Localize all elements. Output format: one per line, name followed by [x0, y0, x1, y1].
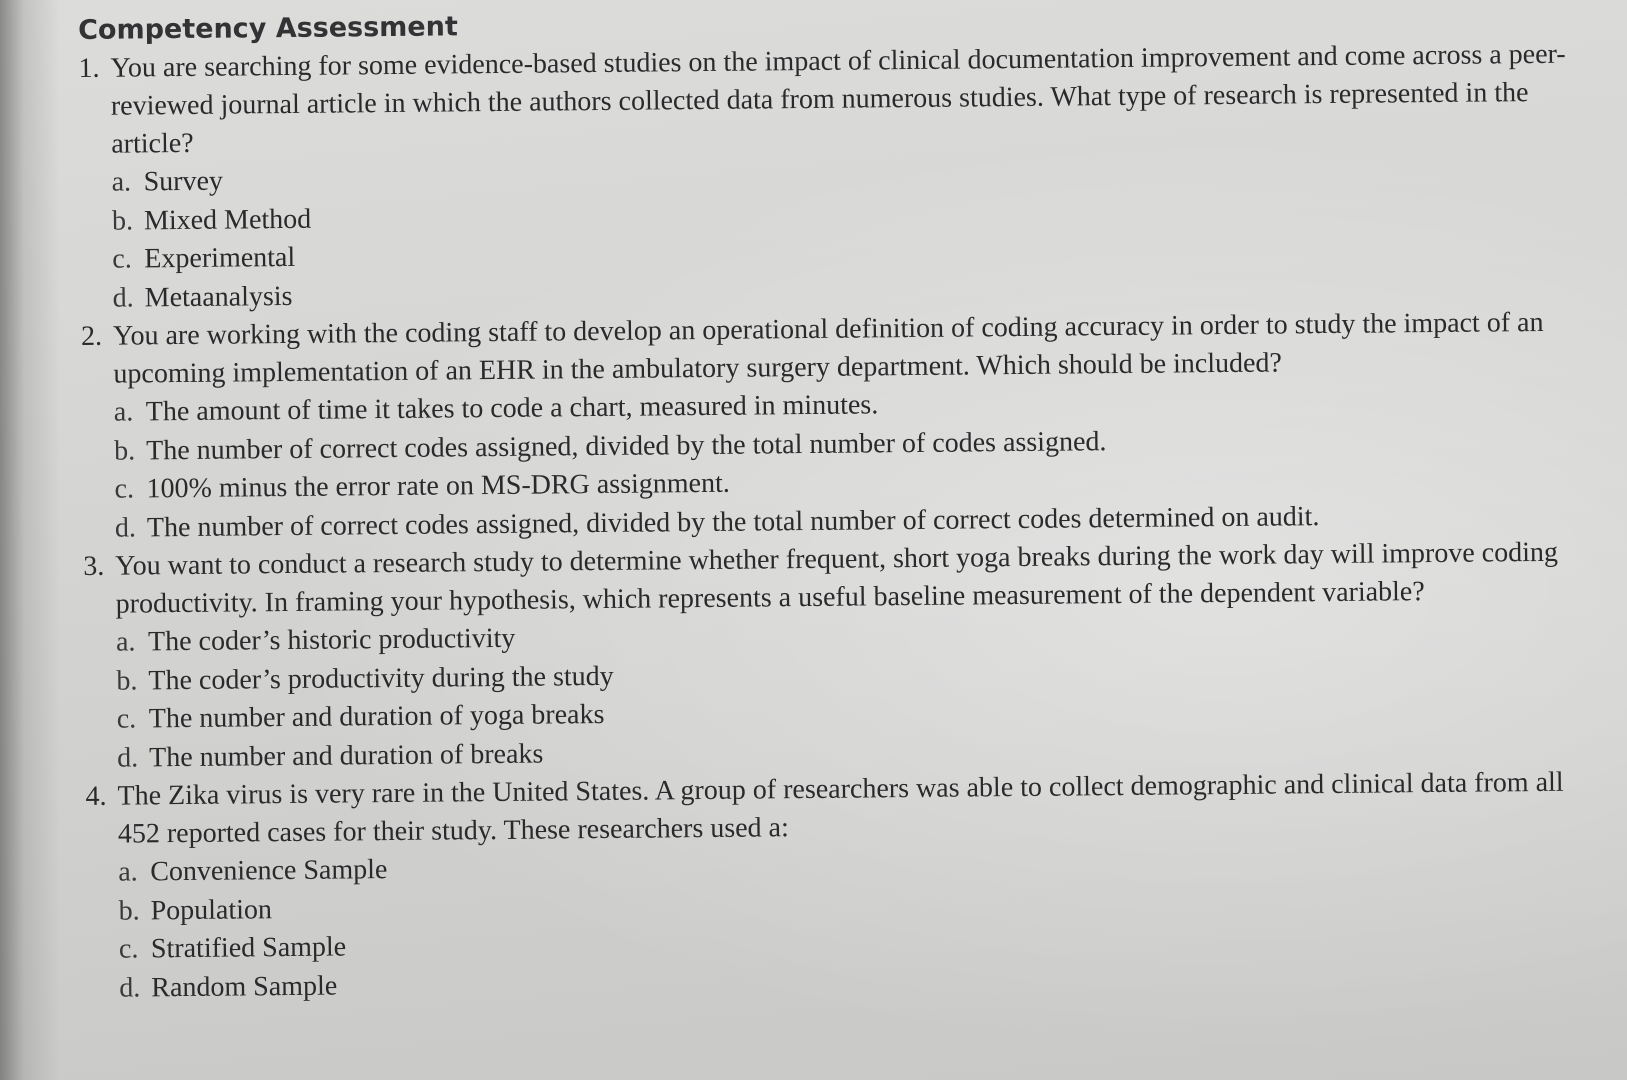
option-letter: b. [111, 204, 134, 237]
question-4-stem [85, 763, 1606, 854]
question-3-number: 3. [83, 550, 105, 582]
option-text: Convenience Sample [150, 854, 388, 888]
option-text: 100% minus the error rate on MS-DRG assignment. [146, 467, 730, 505]
assessment-content [78, 0, 1607, 1008]
question-3-text: You want to conduct a research study to determine whether frequent, short yoga breaks during the work day will improve coding productivity. In framing your hypothesis, which represents a useful baseline measurement of the dependent variable? [115, 536, 1559, 620]
question-3 [83, 533, 1605, 778]
question-1-stem [78, 35, 1599, 164]
question-4-text: The Zika virus is very rare in the United States. A group of researchers was able to collect demographic and clinical data from all 452 reported cases for their study. These researchers used a: [117, 766, 1564, 850]
option-text: Survey [143, 165, 224, 198]
option-text: Mixed Method [143, 203, 312, 236]
option-text: The coder’s productivity during the study [148, 660, 614, 696]
question-1-number: 1. [78, 52, 100, 84]
option-letter: c. [114, 473, 135, 505]
option-letter: d. [114, 511, 137, 544]
option-letter: c. [118, 933, 139, 965]
question-1-options [111, 149, 1600, 317]
option-letter: b. [116, 664, 138, 697]
option-text: Stratified Sample [150, 931, 347, 965]
option-text: The coder’s historic productivity [147, 622, 516, 658]
option-text: Experimental [144, 241, 296, 275]
question-2 [81, 303, 1603, 548]
option-text: The amount of time it takes to code a chart, measured in minutes. [145, 389, 879, 428]
question-1 [78, 35, 1601, 318]
question-4 [85, 763, 1607, 1008]
option-text: Population [150, 893, 273, 926]
option-letter: b. [118, 894, 140, 927]
question-1-text: You are searching for some evidence-based studies on the impact of clinical documentation improvement and come across a peer-reviewed journal article in which the authors collected data from numerous studies. What type of research is represented in the article? [110, 38, 1566, 160]
option-text: The number and duration of yoga breaks [148, 698, 605, 735]
option-letter: d. [116, 741, 139, 774]
question-3-options [116, 609, 1605, 777]
question-4-options [118, 839, 1607, 1007]
option-letter: a. [111, 166, 132, 198]
question-2-text: You are working with the coding staff to develop an operational definition of coding accuracy in order to study the impact of an upcoming implementation of an EHR in the ambulatory surgery department. Which should be included? [112, 306, 1544, 390]
option-text: The number of correct codes assigned, divided by the total number of codes assigned. [146, 425, 1107, 466]
option-letter: d. [112, 281, 134, 314]
option-text: Random Sample [151, 970, 338, 1003]
question-4-number: 4. [85, 780, 107, 812]
option-letter: a. [118, 856, 138, 888]
option-letter: a. [115, 626, 136, 658]
question-2-options [114, 379, 1603, 547]
option-letter: c. [112, 243, 132, 275]
question-2-number: 2. [80, 320, 103, 352]
question-2-stem [81, 303, 1602, 394]
option-letter: d. [119, 971, 141, 1004]
page-spine-shadow [0, 0, 60, 1080]
question-3-stem [83, 533, 1604, 624]
option-text: The number and duration of breaks [148, 738, 544, 773]
option-letter: a. [113, 396, 134, 428]
option-text: The number of correct codes assigned, divided by the total number of correct codes determined on audit. [146, 500, 1320, 543]
option-letter: c. [116, 703, 137, 735]
section-title: Competency Assessment [78, 11, 458, 46]
option-text: Metaanalysis [144, 280, 293, 313]
option-letter: b. [114, 434, 136, 467]
